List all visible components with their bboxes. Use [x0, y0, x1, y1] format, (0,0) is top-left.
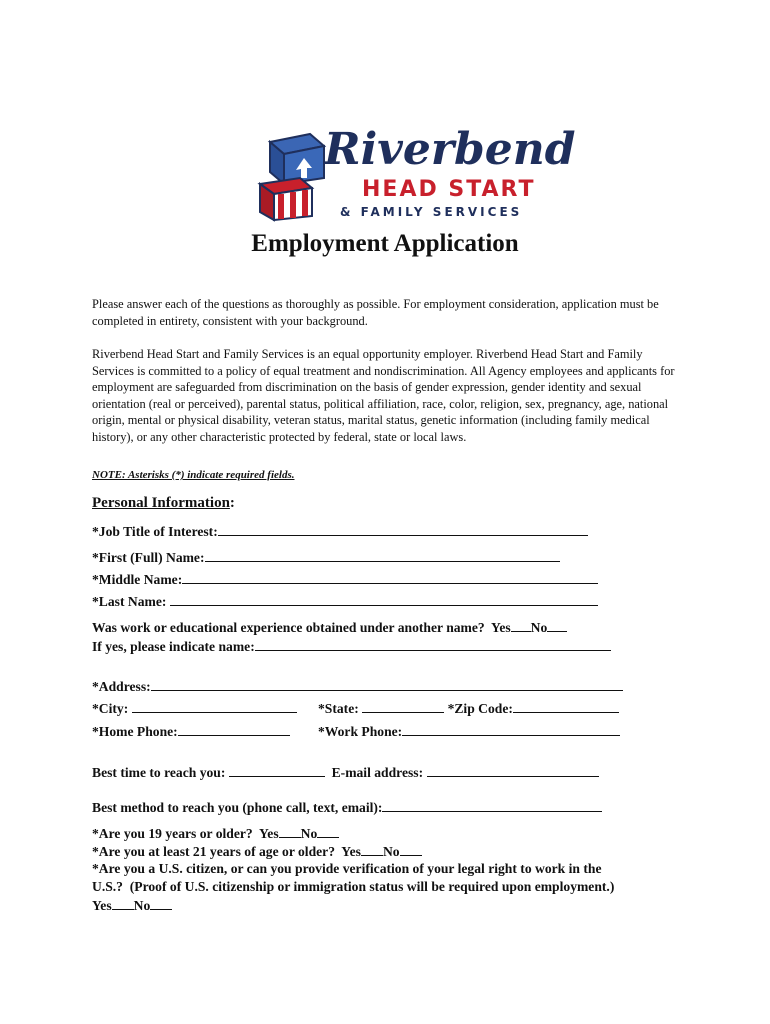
best-time-label: Best time to reach you: — [92, 765, 229, 780]
last-name-row — [92, 592, 598, 611]
age21-yes-field[interactable] — [361, 842, 383, 856]
city-group — [92, 699, 297, 717]
citizen-answer-row — [92, 896, 172, 915]
required-note — [92, 469, 294, 481]
other-name-no-field[interactable] — [547, 618, 567, 632]
age21-no-label: No — [382, 844, 400, 859]
indicate-name-label: If yes, please indicate name: — [92, 639, 255, 654]
first-name-field[interactable] — [205, 548, 560, 562]
email-label: E-mail address: — [324, 765, 427, 780]
state-label: *State: — [318, 701, 363, 716]
job-title-field[interactable] — [218, 522, 588, 536]
best-method-row — [92, 798, 602, 817]
intro-paragraph: Please answer each of the questions as thoroughly as possible. For employment consideration, application must be completed in entirety, consistent with your background. — [92, 297, 659, 328]
indicate-name-field[interactable] — [255, 637, 611, 651]
logo-family-services: & FAMILY SERVICES — [340, 205, 523, 219]
address-row — [92, 677, 623, 696]
age19-no-field[interactable] — [317, 824, 339, 838]
work-phone-group — [318, 722, 620, 740]
page-title: Employment Application — [251, 230, 519, 257]
home-phone-label: *Home Phone: — [92, 724, 178, 739]
email-field[interactable] — [427, 763, 599, 777]
citizen-no-label: No — [133, 898, 151, 913]
zip-field[interactable] — [513, 699, 619, 713]
other-name-yes-field[interactable] — [511, 618, 531, 632]
age21-row — [92, 842, 422, 861]
age19-no-label: No — [300, 826, 318, 841]
state-field[interactable] — [362, 699, 444, 713]
citizen-yes-label: Yes — [92, 898, 112, 913]
age21-no-field[interactable] — [400, 842, 422, 856]
riverbend-logo — [252, 112, 576, 222]
logo-name: Riverbend — [324, 124, 576, 175]
middle-name-field[interactable] — [182, 570, 598, 584]
other-name-row — [92, 618, 567, 637]
home-phone-field[interactable] — [178, 722, 290, 736]
address-label: *Address: — [92, 679, 151, 694]
blocks-icon — [260, 134, 324, 220]
contact-row — [92, 763, 599, 782]
citizen-question-line1: *Are you a U.S. citizen, or can you provide verification of your legal right to work in the — [92, 861, 602, 876]
citizen-row-1 — [92, 860, 601, 878]
age19-yes-field[interactable] — [279, 824, 301, 838]
age19-row — [92, 824, 339, 843]
required-note-text: NOTE: Asterisks (*) indicate required fields. — [92, 469, 295, 481]
citizen-no-field[interactable] — [150, 896, 172, 910]
last-name-field[interactable] — [170, 592, 598, 606]
section-title-colon: : — [229, 495, 235, 511]
job-title-row — [92, 522, 588, 541]
zip-label: *Zip Code: — [444, 701, 513, 716]
middle-name-label: *Middle Name: — [92, 572, 183, 587]
age21-question: *Are you at least 21 years of age or older? Yes — [92, 844, 361, 859]
indicate-name-row — [92, 637, 611, 656]
first-name-label: *First (Full) Name: — [92, 550, 205, 565]
work-phone-label: *Work Phone: — [318, 724, 403, 739]
logo-graphic — [252, 112, 576, 222]
work-phone-field[interactable] — [402, 722, 620, 736]
section-title-text: Personal Information — [92, 495, 230, 511]
state-group — [318, 699, 619, 717]
first-name-row — [92, 548, 560, 567]
middle-name-row — [92, 570, 598, 589]
best-time-field[interactable] — [229, 763, 325, 777]
section-title — [92, 495, 235, 512]
city-field[interactable] — [132, 699, 297, 713]
best-method-label: Best method to reach you (phone call, text, email): — [92, 800, 383, 815]
home-phone-group — [92, 722, 290, 740]
last-name-label: *Last Name: — [92, 594, 170, 609]
address-field[interactable] — [151, 677, 623, 691]
citizen-yes-field[interactable] — [112, 896, 134, 910]
citizen-question-line2: U.S.? (Proof of U.S. citizenship or immigration status will be required upon employment.) — [92, 879, 615, 894]
other-name-no-label: No — [530, 620, 548, 635]
citizen-row-2 — [92, 878, 614, 896]
logo-head-start: HEAD START — [362, 177, 536, 202]
best-method-field[interactable] — [382, 798, 602, 812]
city-label: *City: — [92, 701, 132, 716]
age19-question: *Are you 19 years or older? Yes — [92, 826, 279, 841]
eeo-paragraph: Riverbend Head Start and Family Services is an equal opportunity employer. Riverbend Head Start and Family Services is committed to a policy of equal treatment and nondiscrimination. All Agency employees and applicants for employment are safeguarded from discrimination on the basis of gender expression, gender identity and sexual orientation (real or perceived), parental status, political affiliation, race, color, religion, sex, pregnancy, age, national origin, mental or physical disability, veteran status, marital status, genetic information (including family medical history), or any other characteristic protected by federal, state or local laws. — [92, 347, 675, 444]
job-title-label: *Job Title of Interest: — [92, 524, 218, 539]
other-name-question: Was work or educational experience obtained under another name? Yes — [92, 620, 511, 635]
